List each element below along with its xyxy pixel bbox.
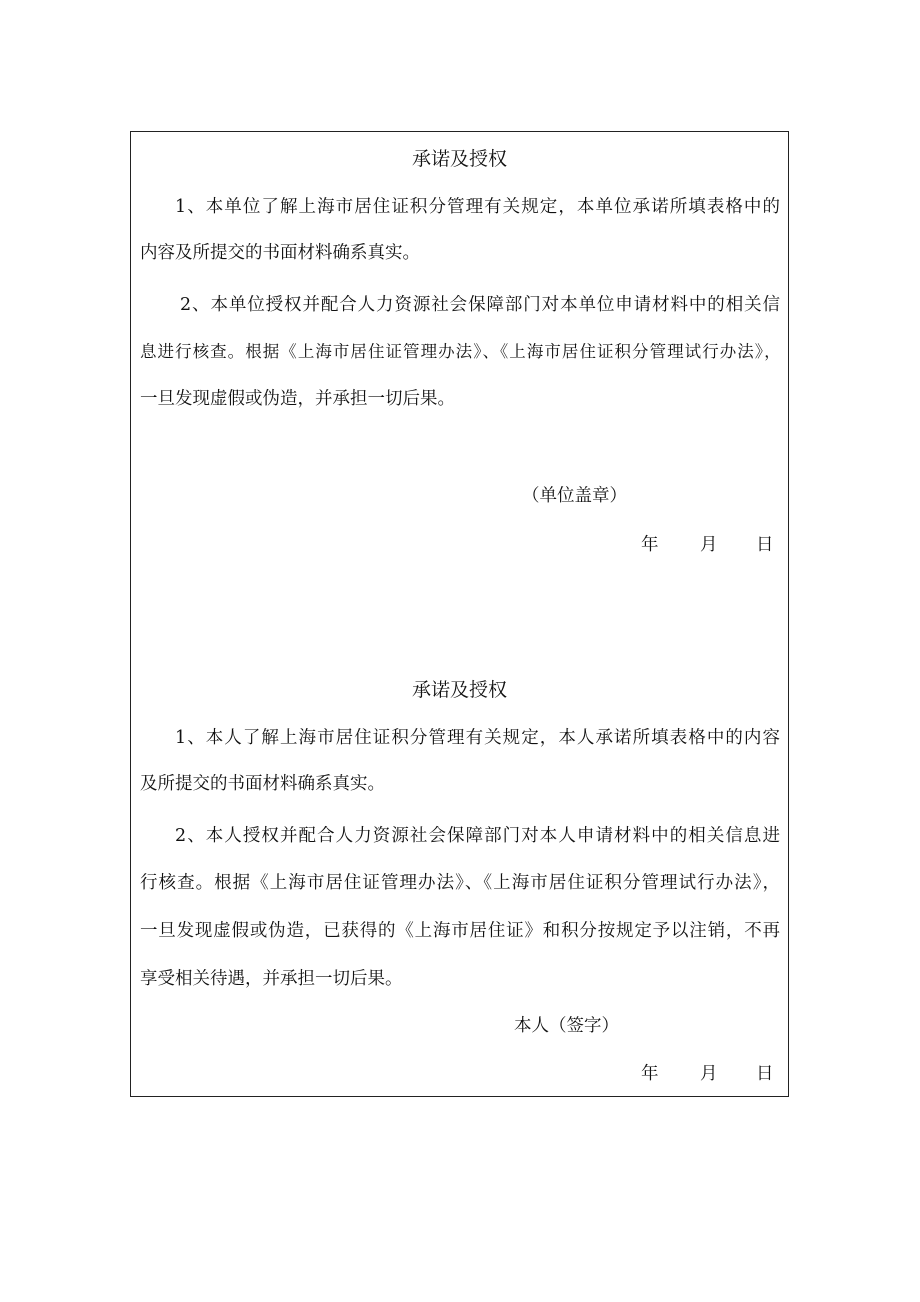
section2-date-year: 年 (641, 1064, 659, 1084)
person-sign-label: 本人（签字） (514, 1016, 619, 1036)
section1-title: 承诺及授权 (411, 148, 507, 170)
section2-item2-line3: 一旦发现虚假或伪造，已获得的《上海市居住证》和积分按规定予以注销，不再 (140, 921, 780, 941)
section2-title: 承诺及授权 (411, 679, 507, 701)
section1-date-year: 年 (641, 535, 659, 555)
form-border (130, 131, 789, 1097)
section1-item1-line2: 内容及所提交的书面材料确系真实。 (140, 243, 420, 263)
section2-date-day: 日 (756, 1064, 774, 1084)
section1-item2-line1: 2、本单位授权并配合人力资源社会保障部门对本单位申请材料中的相关信 (180, 295, 780, 315)
unit-seal-label: （单位盖章） (522, 486, 627, 506)
section2-item2-line2: 行核查。根据《上海市居住证管理办法》、《上海市居住证积分管理试行办法》， (140, 873, 780, 893)
section1-item2-line3: 一旦发现虚假或伪造，并承担一切后果。 (140, 389, 455, 409)
section1-date-month: 月 (700, 535, 718, 555)
section1-date-day: 日 (756, 535, 774, 555)
section2-item2-line1: 2、本人授权并配合人力资源社会保障部门对本人申请材料中的相关信息进 (175, 826, 780, 846)
section2-date (0, 1062, 920, 1086)
section1-item1-line1: 1、本单位了解上海市居住证积分管理有关规定，本单位承诺所填表格中的 (175, 197, 780, 217)
section2-item1-line1: 1、本人了解上海市居住证积分管理有关规定，本人承诺所填表格中的内容 (175, 728, 780, 748)
section1-item2-line2: 息进行核查。根据《上海市居住证管理办法》、《上海市居住证积分管理试行办法》， (140, 342, 780, 361)
section2-date-month: 月 (700, 1064, 718, 1084)
section2-item1-line2: 及所提交的书面材料确系真实。 (140, 774, 385, 794)
section2-item2-line4: 享受相关待遇，并承担一切后果。 (140, 969, 403, 989)
section1-date (0, 533, 920, 557)
